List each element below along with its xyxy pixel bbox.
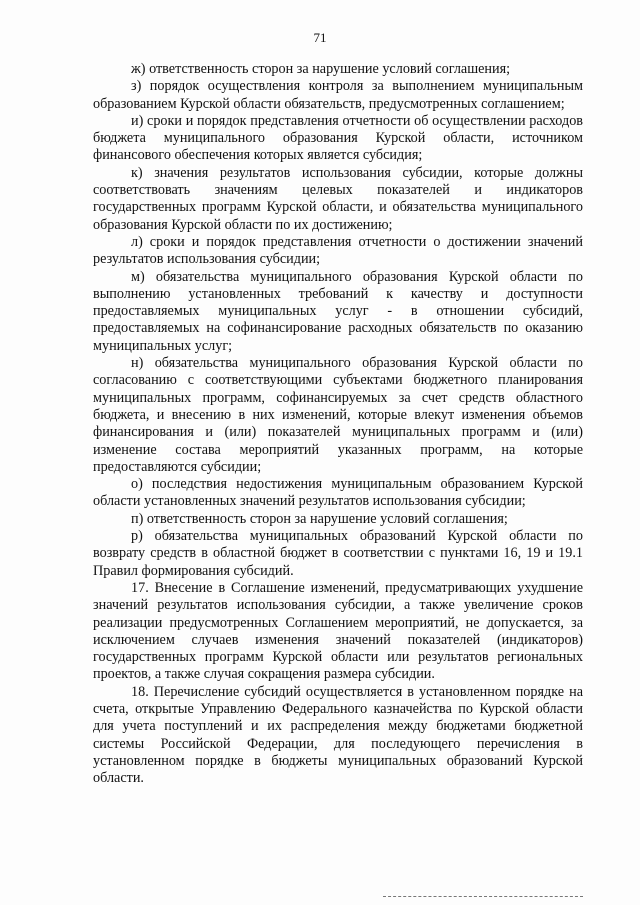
document-body: [93, 61, 583, 787]
paragraph-r-refund-obligations: р) обязательства муниципальных образований Курской области по возврату средств в областной бюджет в соответствии с пунктами 16, 19 и 19.1 Правил формирования субсидий.: [93, 528, 583, 579]
paragraph-m-service-quality: м) обязательства муниципального образования Курской области по выполнению установленных требований к качеству и доступности предоставляемых муниципальных услуг - в отношении субсидий, предоставляемых на софинансирование расходных обязательств по оказанию муниципальных услуг;: [93, 268, 583, 354]
paragraph-o-consequences: о) последствия недостижения муниципальным образованием Курской области установленных значений результатов использования субсидии;: [93, 476, 583, 510]
paragraph-17-amendments: 17. Внесение в Соглашение изменений, предусматривающих ухудшение значений результатов использования субсидии, а также увеличение сроков реализации предусмотренных Соглашением мероприятий, не допускается, за исключением случаев изменения значений показателей (индикаторов) государственных программ Курской области или результатов региональных проектов, а также случая сокращения размера субсидии.: [93, 579, 583, 683]
paragraph-i-reporting-terms: и) сроки и порядок представления отчетности об осуществлении расходов бюджета муниципального образования Курской области, источником финансового обеспечения которых является субсидия;: [93, 112, 583, 164]
page-number: 71: [313, 30, 327, 45]
paragraph-k-result-values: к) значения результатов использования субсидии, которые должны соответствовать значениям целевых показателей и индикаторов государственных программ Курской области, и обязательства муниципального образования Курской области по их достижению;: [93, 164, 583, 233]
paragraph-p-liability: п) ответственность сторон за нарушение условий соглашения;: [131, 510, 508, 527]
paragraph-18-transfer: 18. Перечисление субсидий осуществляется в установленном порядке на счета, открытые Управлению Федерального казначейства по Курской области для учета поступлений и их распределения между бюджетами бюджетной системы Российской Федерации, для последующего перечисления в установленном порядке в бюджеты муниципальных образований Курской области.: [93, 683, 583, 787]
paragraph-zh-liability: ж) ответственность сторон за нарушение условий соглашения;: [131, 61, 511, 77]
footer-divider: [383, 896, 583, 897]
paragraph-l-achievement-reporting: л) сроки и порядок представления отчетности о достижении значений результатов использования субсидии;: [93, 233, 583, 268]
paragraph-n-program-approval: н) обязательства муниципального образования Курской области по согласованию с соответствующими субъектами бюджетного планирования муниципальных программ, софинансируемых за счет средств областного бюджета, и внесению в них изменений, которые влекут изменения объемов финансирования и (или) показателей муниципальных программ и (или) изменение состава мероприятий указанных программ, на которые предоставляются субсидии;: [93, 355, 583, 475]
paragraph-z-control-procedure: з) порядок осуществления контроля за выполнением муниципальным образованием Курской области обязательств, предусмотренных соглашением;: [93, 78, 583, 112]
